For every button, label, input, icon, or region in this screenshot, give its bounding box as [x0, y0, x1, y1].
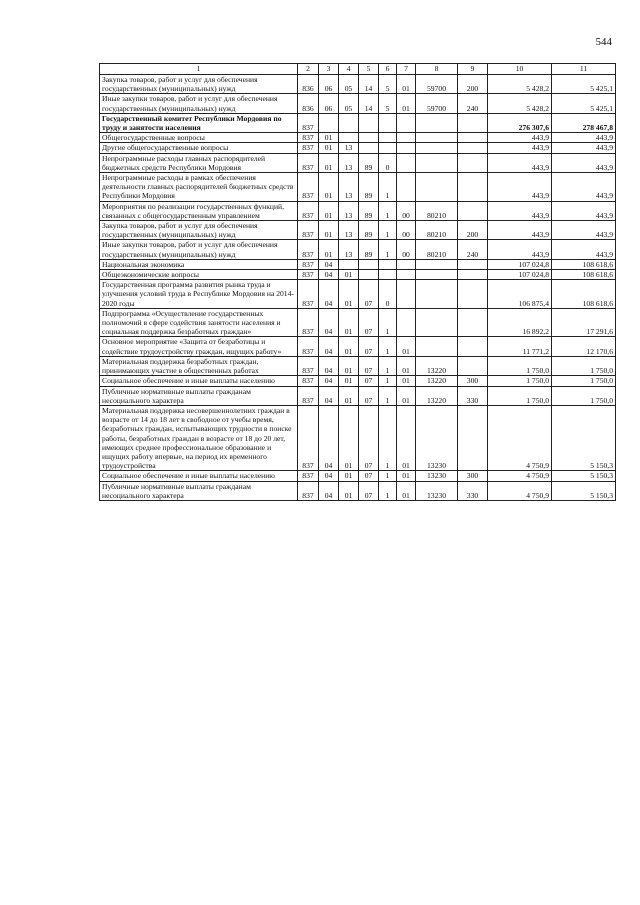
subsection-cell: 01 — [339, 386, 359, 405]
budget-table — [99, 63, 616, 501]
item-name-cell: Государственный комитет Республики Мордовия по труду и занятости населения — [100, 113, 298, 132]
column-header: 4 — [339, 64, 359, 75]
direction-cell: 13230 — [416, 405, 458, 470]
item-name-cell: Иные закупки товаров, работ и услуг для обеспечения государственных (муниципальных) нужд — [100, 94, 298, 113]
column-header: 6 — [379, 64, 397, 75]
subprogram-cell: 1 — [379, 337, 397, 356]
section-cell: 04 — [319, 308, 339, 337]
table-row — [100, 173, 616, 202]
section-cell: 01 — [319, 153, 339, 172]
expense-type-cell — [458, 143, 488, 153]
program-cell: 89 — [359, 173, 379, 202]
section-cell: 04 — [319, 280, 339, 309]
amount-year2-cell: 17 291,6 — [552, 308, 616, 337]
admin-code-cell: 837 — [298, 153, 319, 172]
subprogram-cell: 1 — [379, 240, 397, 259]
direction-cell: 13230 — [416, 471, 458, 481]
admin-code-cell: 837 — [298, 270, 319, 280]
program-cell: 89 — [359, 201, 379, 220]
subsection-cell: 01 — [339, 405, 359, 470]
amount-year1-cell: 5 428,2 — [488, 94, 552, 113]
section-cell: 04 — [319, 356, 339, 375]
subsection-cell: 01 — [339, 471, 359, 481]
table-row — [100, 75, 616, 94]
event-cell: 01 — [397, 376, 416, 386]
amount-year2-cell: 12 170,6 — [552, 337, 616, 356]
direction-cell — [416, 270, 458, 280]
expense-type-cell: 330 — [458, 481, 488, 500]
column-header: 11 — [552, 64, 616, 75]
event-cell: 01 — [397, 471, 416, 481]
event-cell — [397, 133, 416, 143]
subprogram-cell: 1 — [379, 173, 397, 202]
event-cell — [397, 308, 416, 337]
expense-type-cell — [458, 308, 488, 337]
section-cell: 04 — [319, 405, 339, 470]
table-row — [100, 113, 616, 132]
amount-year1-cell: 443,9 — [488, 133, 552, 143]
section-cell: 01 — [319, 173, 339, 202]
item-name-cell: Иные закупки товаров, работ и услуг для обеспечения государственных (муниципальных) нужд — [100, 240, 298, 259]
direction-cell — [416, 280, 458, 309]
admin-code-cell: 837 — [298, 133, 319, 143]
program-cell: 07 — [359, 386, 379, 405]
table-row — [100, 143, 616, 153]
section-cell: 01 — [319, 201, 339, 220]
program-cell — [359, 270, 379, 280]
amount-year1-cell: 107 024,8 — [488, 259, 552, 269]
event-cell — [397, 280, 416, 309]
subsection-cell: 01 — [339, 337, 359, 356]
table-row — [100, 259, 616, 269]
admin-code-cell: 837 — [298, 143, 319, 153]
amount-year2-cell: 108 618,6 — [552, 270, 616, 280]
admin-code-cell: 837 — [298, 405, 319, 470]
amount-year2-cell: 443,9 — [552, 173, 616, 202]
direction-cell — [416, 259, 458, 269]
expense-type-cell — [458, 113, 488, 132]
program-cell: 07 — [359, 376, 379, 386]
amount-year1-cell: 443,9 — [488, 240, 552, 259]
admin-code-cell: 837 — [298, 221, 319, 240]
table-row — [100, 386, 616, 405]
subprogram-cell: 1 — [379, 376, 397, 386]
program-cell — [359, 259, 379, 269]
subsection-cell: 01 — [339, 481, 359, 500]
amount-year2-cell: 5 150,3 — [552, 471, 616, 481]
amount-year1-cell: 5 428,2 — [488, 75, 552, 94]
event-cell: 01 — [397, 481, 416, 500]
direction-cell: 80210 — [416, 240, 458, 259]
amount-year1-cell: 276 307,6 — [488, 113, 552, 132]
subsection-cell — [339, 133, 359, 143]
admin-code-cell: 837 — [298, 240, 319, 259]
section-cell: 04 — [319, 386, 339, 405]
subprogram-cell: 5 — [379, 94, 397, 113]
item-name-cell: Общеэкономические вопросы — [100, 270, 298, 280]
section-cell: 04 — [319, 337, 339, 356]
amount-year1-cell: 4 750,9 — [488, 405, 552, 470]
event-cell: 01 — [397, 94, 416, 113]
item-name-cell: Социальное обеспечение и иные выплаты населению — [100, 471, 298, 481]
admin-code-cell: 837 — [298, 259, 319, 269]
direction-cell — [416, 143, 458, 153]
amount-year2-cell: 108 618,6 — [552, 280, 616, 309]
subprogram-cell: 1 — [379, 471, 397, 481]
program-cell: 07 — [359, 405, 379, 470]
item-name-cell: Материальная поддержка безработных граждан, принимающих участие в общественных работах — [100, 356, 298, 375]
event-cell — [397, 153, 416, 172]
table-body — [100, 75, 616, 501]
subsection-cell: 13 — [339, 221, 359, 240]
amount-year1-cell: 443,9 — [488, 221, 552, 240]
admin-code-cell: 836 — [298, 94, 319, 113]
direction-cell: 80210 — [416, 221, 458, 240]
item-name-cell: Национальная экономика — [100, 259, 298, 269]
expense-type-cell — [458, 405, 488, 470]
subprogram-cell — [379, 113, 397, 132]
event-cell — [397, 259, 416, 269]
expense-type-cell — [458, 270, 488, 280]
direction-cell: 59700 — [416, 75, 458, 94]
section-cell: 04 — [319, 376, 339, 386]
item-name-cell: Государственная программа развития рынка труда и улучшения условий труда в Республике Мордовия на 2014-2020 годы — [100, 280, 298, 309]
subsection-cell: 01 — [339, 280, 359, 309]
table-row — [100, 308, 616, 337]
subprogram-cell: 1 — [379, 481, 397, 500]
program-cell: 14 — [359, 94, 379, 113]
subsection-cell: 01 — [339, 376, 359, 386]
amount-year2-cell: 5 425,1 — [552, 75, 616, 94]
item-name-cell: Публичные нормативные выплаты гражданам несоциального характера — [100, 481, 298, 500]
section-cell: 04 — [319, 481, 339, 500]
amount-year1-cell: 16 892,2 — [488, 308, 552, 337]
direction-cell — [416, 308, 458, 337]
expense-type-cell — [458, 280, 488, 309]
event-cell: 00 — [397, 240, 416, 259]
admin-code-cell: 837 — [298, 386, 319, 405]
section-cell: 06 — [319, 94, 339, 113]
direction-cell — [416, 133, 458, 143]
program-cell: 14 — [359, 75, 379, 94]
event-cell — [397, 270, 416, 280]
program-cell: 07 — [359, 471, 379, 481]
program-cell — [359, 143, 379, 153]
amount-year2-cell: 1 750,0 — [552, 376, 616, 386]
amount-year1-cell: 1 750,0 — [488, 356, 552, 375]
section-cell: 04 — [319, 259, 339, 269]
item-name-cell: Непрограммные расходы главных распорядителей бюджетных средств Республики Мордовия — [100, 153, 298, 172]
program-cell — [359, 113, 379, 132]
expense-type-cell: 240 — [458, 240, 488, 259]
admin-code-cell: 837 — [298, 337, 319, 356]
event-cell: 00 — [397, 221, 416, 240]
program-cell — [359, 133, 379, 143]
event-cell — [397, 113, 416, 132]
direction-cell: 13220 — [416, 356, 458, 375]
expense-type-cell: 240 — [458, 94, 488, 113]
subprogram-cell: 1 — [379, 356, 397, 375]
subprogram-cell: 5 — [379, 75, 397, 94]
section-cell: 01 — [319, 133, 339, 143]
expense-type-cell: 300 — [458, 376, 488, 386]
item-name-cell: Общегосударственные вопросы — [100, 133, 298, 143]
subprogram-cell: 0 — [379, 280, 397, 309]
subprogram-cell — [379, 143, 397, 153]
page-number: 544 — [595, 36, 612, 48]
amount-year2-cell: 443,9 — [552, 133, 616, 143]
admin-code-cell: 837 — [298, 173, 319, 202]
column-header: 5 — [359, 64, 379, 75]
amount-year2-cell: 5 150,3 — [552, 405, 616, 470]
subprogram-cell — [379, 270, 397, 280]
subsection-cell: 01 — [339, 308, 359, 337]
amount-year2-cell: 443,9 — [552, 221, 616, 240]
subprogram-cell: 1 — [379, 308, 397, 337]
direction-cell: 13230 — [416, 481, 458, 500]
subsection-cell: 13 — [339, 153, 359, 172]
item-name-cell: Мероприятия по реализации государственных функций, связанных с общегосударственным управлением — [100, 201, 298, 220]
event-cell — [397, 173, 416, 202]
subprogram-cell: 1 — [379, 201, 397, 220]
table-row — [100, 337, 616, 356]
section-cell: 04 — [319, 270, 339, 280]
item-name-cell: Подпрограмма «Осуществление государственных полномочий в сфере содействия занятости населения и социальная поддержка безработных граждан» — [100, 308, 298, 337]
expense-type-cell: 300 — [458, 471, 488, 481]
column-header: 3 — [319, 64, 339, 75]
amount-year2-cell: 443,9 — [552, 143, 616, 153]
subsection-cell: 01 — [339, 356, 359, 375]
admin-code-cell: 837 — [298, 308, 319, 337]
direction-cell — [416, 173, 458, 202]
table-row — [100, 356, 616, 375]
table-row — [100, 94, 616, 113]
amount-year2-cell: 5 425,1 — [552, 94, 616, 113]
event-cell: 01 — [397, 356, 416, 375]
subprogram-cell: 1 — [379, 405, 397, 470]
subsection-cell: 01 — [339, 270, 359, 280]
section-cell: 04 — [319, 471, 339, 481]
column-header: 7 — [397, 64, 416, 75]
section-cell: 06 — [319, 75, 339, 94]
event-cell: 01 — [397, 405, 416, 470]
item-name-cell: Публичные нормативные выплаты гражданам несоциального характера — [100, 386, 298, 405]
table-row — [100, 376, 616, 386]
section-cell: 01 — [319, 143, 339, 153]
expense-type-cell — [458, 173, 488, 202]
amount-year2-cell: 278 467,8 — [552, 113, 616, 132]
expense-type-cell: 330 — [458, 386, 488, 405]
amount-year2-cell: 5 150,3 — [552, 481, 616, 500]
amount-year1-cell: 443,9 — [488, 153, 552, 172]
table-row — [100, 481, 616, 500]
amount-year2-cell: 1 750,0 — [552, 356, 616, 375]
subsection-cell: 05 — [339, 75, 359, 94]
program-cell: 07 — [359, 308, 379, 337]
amount-year1-cell: 4 750,9 — [488, 481, 552, 500]
program-cell: 07 — [359, 356, 379, 375]
direction-cell: 80210 — [416, 201, 458, 220]
admin-code-cell: 837 — [298, 113, 319, 132]
amount-year1-cell: 106 875,4 — [488, 280, 552, 309]
direction-cell — [416, 153, 458, 172]
item-name-cell: Материальная поддержка несовершеннолетних граждан в возрасте от 14 до 18 лет в свободное от учебы время, безработных граждан, испытывающих трудности в поиске работы, безработных граждан в возрасте от 18 до 20 лет, имеющих среднее профессиональное образование и ищущих работу впервые, на период их временного трудоустройства — [100, 405, 298, 470]
amount-year2-cell: 443,9 — [552, 201, 616, 220]
program-cell: 07 — [359, 481, 379, 500]
expense-type-cell: 200 — [458, 75, 488, 94]
column-header: 1 — [100, 64, 298, 75]
admin-code-cell: 837 — [298, 376, 319, 386]
subprogram-cell: 1 — [379, 221, 397, 240]
column-header: 10 — [488, 64, 552, 75]
expense-type-cell — [458, 153, 488, 172]
subsection-cell: 13 — [339, 143, 359, 153]
amount-year1-cell: 107 024,8 — [488, 270, 552, 280]
amount-year2-cell: 108 618,6 — [552, 259, 616, 269]
amount-year2-cell: 443,9 — [552, 153, 616, 172]
subsection-cell — [339, 113, 359, 132]
program-cell: 89 — [359, 240, 379, 259]
table-row — [100, 133, 616, 143]
section-cell — [319, 113, 339, 132]
section-cell: 01 — [319, 240, 339, 259]
column-header: 8 — [416, 64, 458, 75]
item-name-cell: Закупка товаров, работ и услуг для обеспечения государственных (муниципальных) нужд — [100, 75, 298, 94]
amount-year1-cell: 4 750,9 — [488, 471, 552, 481]
expense-type-cell — [458, 259, 488, 269]
subsection-cell: 05 — [339, 94, 359, 113]
event-cell: 00 — [397, 201, 416, 220]
item-name-cell: Другие общегосударственные вопросы — [100, 143, 298, 153]
direction-cell: 13220 — [416, 376, 458, 386]
event-cell: 01 — [397, 386, 416, 405]
subsection-cell: 13 — [339, 173, 359, 202]
program-cell: 89 — [359, 221, 379, 240]
amount-year2-cell: 1 750,0 — [552, 386, 616, 405]
direction-cell — [416, 113, 458, 132]
column-header: 9 — [458, 64, 488, 75]
admin-code-cell: 837 — [298, 201, 319, 220]
table-row — [100, 153, 616, 172]
direction-cell — [416, 337, 458, 356]
amount-year1-cell: 443,9 — [488, 143, 552, 153]
column-header: 2 — [298, 64, 319, 75]
table-header-row — [100, 64, 616, 75]
admin-code-cell: 837 — [298, 471, 319, 481]
table-row — [100, 240, 616, 259]
amount-year2-cell: 443,9 — [552, 240, 616, 259]
subsection-cell: 13 — [339, 201, 359, 220]
amount-year1-cell: 1 750,0 — [488, 386, 552, 405]
subprogram-cell — [379, 133, 397, 143]
item-name-cell: Социальное обеспечение и иные выплаты населению — [100, 376, 298, 386]
table-row — [100, 471, 616, 481]
section-cell: 01 — [319, 221, 339, 240]
subprogram-cell: 0 — [379, 153, 397, 172]
subprogram-cell — [379, 259, 397, 269]
program-cell: 07 — [359, 337, 379, 356]
event-cell: 01 — [397, 75, 416, 94]
event-cell — [397, 143, 416, 153]
amount-year1-cell: 1 750,0 — [488, 376, 552, 386]
expense-type-cell: 200 — [458, 221, 488, 240]
subsection-cell — [339, 259, 359, 269]
item-name-cell: Непрограммные расходы в рамках обеспечения деятельности главных распорядителей бюджетных средств Республики Мордовия — [100, 173, 298, 202]
event-cell: 01 — [397, 337, 416, 356]
admin-code-cell: 837 — [298, 356, 319, 375]
program-cell: 89 — [359, 153, 379, 172]
table-row — [100, 405, 616, 470]
admin-code-cell: 837 — [298, 280, 319, 309]
amount-year1-cell: 11 771,2 — [488, 337, 552, 356]
program-cell: 07 — [359, 280, 379, 309]
admin-code-cell: 836 — [298, 75, 319, 94]
table-row — [100, 280, 616, 309]
item-name-cell: Закупка товаров, работ и услуг для обеспечения государственных (муниципальных) нужд — [100, 221, 298, 240]
subsection-cell: 13 — [339, 240, 359, 259]
admin-code-cell: 837 — [298, 481, 319, 500]
table-row — [100, 201, 616, 220]
expense-type-cell — [458, 356, 488, 375]
expense-type-cell — [458, 133, 488, 143]
amount-year1-cell: 443,9 — [488, 173, 552, 202]
direction-cell: 13220 — [416, 386, 458, 405]
expense-type-cell — [458, 201, 488, 220]
table-row — [100, 270, 616, 280]
item-name-cell: Основное мероприятие «Защита от безработицы и содействие трудоустройству граждан, ищущих работу» — [100, 337, 298, 356]
expense-type-cell — [458, 337, 488, 356]
table-row — [100, 221, 616, 240]
amount-year1-cell: 443,9 — [488, 201, 552, 220]
subprogram-cell: 1 — [379, 386, 397, 405]
direction-cell: 59700 — [416, 94, 458, 113]
